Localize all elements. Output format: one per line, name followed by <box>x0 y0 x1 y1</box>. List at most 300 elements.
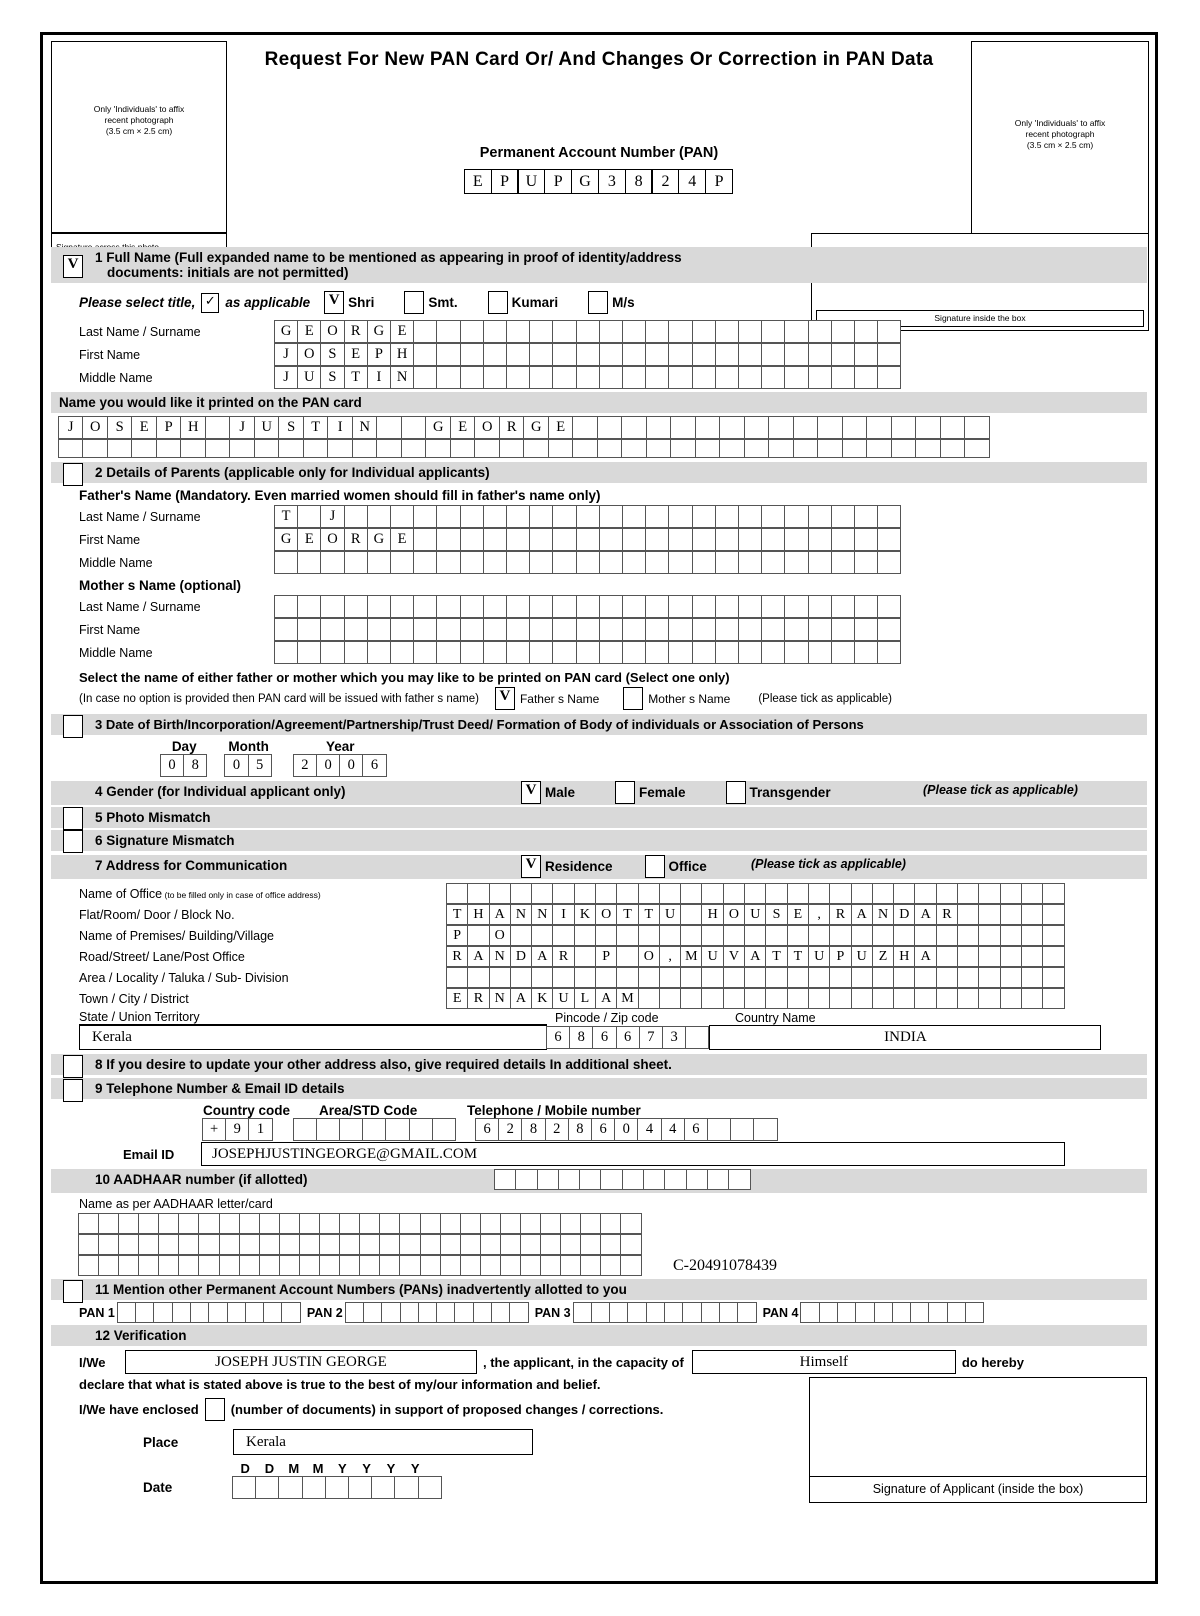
address-premises-cell[interactable] <box>914 925 936 946</box>
section6-checkbox[interactable] <box>63 830 83 853</box>
printed-name-cell[interactable]: P <box>156 416 182 439</box>
printed-name-cell[interactable] <box>842 416 868 439</box>
mother-last-name-cell[interactable] <box>854 595 878 618</box>
mother-middle-name-cell[interactable] <box>413 641 437 664</box>
aadhaar-name-cell[interactable] <box>600 1213 621 1234</box>
printed-name-2-cell[interactable] <box>621 439 647 458</box>
printed-name-cell[interactable] <box>891 416 917 439</box>
address-road-cell[interactable]: H <box>893 946 915 967</box>
printed-name-2-cell[interactable] <box>376 439 402 458</box>
aadhaar-name-cell[interactable] <box>540 1234 561 1255</box>
mother-first-name-cell[interactable] <box>390 618 414 641</box>
address-flat-cell[interactable] <box>1021 904 1043 925</box>
mother-last-name-cell[interactable] <box>344 595 368 618</box>
aadhaar-name-cell[interactable] <box>620 1213 641 1234</box>
first-name-cell[interactable] <box>668 343 692 366</box>
printed-name-cell[interactable] <box>621 416 647 439</box>
first-name-cell[interactable]: H <box>390 343 414 366</box>
other-pan-1-cell[interactable] <box>117 1302 136 1323</box>
mother-last-name-cell[interactable] <box>645 595 669 618</box>
address-premises-cells[interactable] <box>447 925 1065 946</box>
mother-last-name-cell[interactable] <box>784 595 808 618</box>
father-first-name-cell[interactable] <box>436 528 460 551</box>
printed-name-2-cell[interactable] <box>401 439 427 458</box>
father-first-name-cell[interactable]: R <box>344 528 368 551</box>
mother-middle-name-cell[interactable] <box>506 641 530 664</box>
aadhaar-name-cell[interactable] <box>600 1255 621 1276</box>
father-last-name-cell[interactable] <box>854 505 878 528</box>
std-code-cell[interactable] <box>362 1118 386 1141</box>
father-middle-name-cell[interactable] <box>552 551 576 574</box>
other-pan-1-cells[interactable] <box>118 1302 301 1323</box>
aadhaar-name-cell[interactable] <box>178 1234 199 1255</box>
address-office-cell[interactable] <box>914 883 936 904</box>
father-last-name-cell[interactable] <box>529 505 553 528</box>
mother-first-name-cell[interactable] <box>715 618 739 641</box>
address-road-cell[interactable]: R <box>446 946 468 967</box>
mother-middle-name-cell[interactable] <box>854 641 878 664</box>
first-name-cell[interactable]: J <box>274 343 298 366</box>
other-pan-3-cell[interactable] <box>719 1302 738 1323</box>
mother-middle-name-cell[interactable] <box>738 641 762 664</box>
address-premises-cell[interactable] <box>829 925 851 946</box>
father-first-name-cell[interactable] <box>576 528 600 551</box>
aadhaar-name-cell[interactable] <box>178 1255 199 1276</box>
mother-first-name-cell[interactable] <box>297 618 321 641</box>
father-middle-name-cell[interactable] <box>413 551 437 574</box>
middle-name-cell[interactable] <box>413 366 437 389</box>
address-road-cell[interactable]: A <box>744 946 766 967</box>
address-premises-cell[interactable] <box>467 925 489 946</box>
father-middle-name-cell[interactable] <box>506 551 530 574</box>
other-pan-1-cell[interactable] <box>172 1302 191 1323</box>
father-last-name-cell[interactable] <box>552 505 576 528</box>
father-last-name-cell[interactable] <box>738 505 762 528</box>
other-pan-2-cell[interactable] <box>363 1302 382 1323</box>
address-road-cell[interactable]: D <box>510 946 532 967</box>
address-office-cell[interactable] <box>808 883 830 904</box>
father-first-name-cell[interactable] <box>622 528 646 551</box>
middle-name-cell[interactable] <box>831 366 855 389</box>
mother-middle-name-cell[interactable] <box>297 641 321 664</box>
aadhaar-name-cell[interactable] <box>138 1234 159 1255</box>
address-town-cell[interactable]: L <box>574 988 596 1009</box>
mother-name-option-checkbox[interactable] <box>623 687 643 710</box>
address-area-cell[interactable] <box>787 967 809 988</box>
printed-name-cell[interactable]: J <box>58 416 84 439</box>
address-premises-cell[interactable] <box>957 925 979 946</box>
middle-name-cells[interactable] <box>275 366 901 389</box>
dob-year-cell[interactable]: 2 <box>293 754 317 777</box>
address-flat-cell[interactable]: U <box>659 904 681 925</box>
aadhaar-cell[interactable] <box>643 1169 665 1190</box>
address-road-cell[interactable]: V <box>723 946 745 967</box>
aadhaar-name-cell[interactable] <box>158 1213 179 1234</box>
mother-first-name-cell[interactable] <box>831 618 855 641</box>
father-middle-name-cell[interactable] <box>738 551 762 574</box>
last-name-cell[interactable] <box>552 320 576 343</box>
aadhaar-name-cell[interactable] <box>359 1234 380 1255</box>
std-code-cell[interactable] <box>385 1118 409 1141</box>
last-name-cell[interactable]: R <box>344 320 368 343</box>
address-flat-cell[interactable]: E <box>787 904 809 925</box>
std-code-cells[interactable] <box>294 1118 456 1141</box>
title-option-ms-checkbox[interactable] <box>588 291 608 314</box>
printed-name-cell[interactable]: J <box>229 416 255 439</box>
first-name-cell[interactable] <box>715 343 739 366</box>
mother-first-name-cell[interactable] <box>320 618 344 641</box>
address-office-cell[interactable] <box>574 883 596 904</box>
father-first-name-cell[interactable] <box>738 528 762 551</box>
aadhaar-name-cell[interactable] <box>379 1255 400 1276</box>
middle-name-cell[interactable] <box>552 366 576 389</box>
last-name-cell[interactable] <box>692 320 716 343</box>
title-option-kumari-checkbox[interactable] <box>488 291 508 314</box>
address-flat-cell[interactable]: R <box>936 904 958 925</box>
address-flat-cell[interactable]: D <box>893 904 915 925</box>
address-flat-cell[interactable]: A <box>914 904 936 925</box>
father-middle-name-cell[interactable] <box>715 551 739 574</box>
father-middle-name-cell[interactable] <box>367 551 391 574</box>
father-middle-name-cell[interactable] <box>877 551 901 574</box>
address-road-cell[interactable]: T <box>787 946 809 967</box>
section2-checkbox[interactable] <box>63 463 83 486</box>
father-first-name-cell[interactable] <box>715 528 739 551</box>
mother-last-name-cell[interactable] <box>599 595 623 618</box>
phone-cells[interactable] <box>476 1118 778 1141</box>
aadhaar-name-cell[interactable] <box>399 1255 420 1276</box>
mother-last-name-cell[interactable] <box>668 595 692 618</box>
other-pan-1-cell[interactable] <box>153 1302 172 1323</box>
other-pan-3-cell[interactable] <box>646 1302 665 1323</box>
mother-last-name-cell[interactable] <box>529 595 553 618</box>
aadhaar-name-cell[interactable] <box>359 1255 380 1276</box>
aadhaar-name-cell[interactable] <box>339 1213 360 1234</box>
country-code-cell[interactable]: 9 <box>225 1118 249 1141</box>
aadhaar-name-row-2[interactable] <box>79 1234 1147 1255</box>
address-road-cell[interactable] <box>978 946 1000 967</box>
mother-first-name-cells[interactable] <box>275 618 901 641</box>
printed-name-2-cell[interactable] <box>670 439 696 458</box>
aadhaar-name-cell[interactable] <box>118 1255 139 1276</box>
father-name-grid[interactable]: Last Name / Surname T J First Name G E O R G E Middle Name <box>51 505 1147 574</box>
aadhaar-name-cell[interactable] <box>500 1255 521 1276</box>
address-office-cell[interactable] <box>616 883 638 904</box>
mother-middle-name-cell[interactable] <box>367 641 391 664</box>
printed-name-cell[interactable] <box>597 416 623 439</box>
address-area-cell[interactable] <box>978 967 1000 988</box>
mother-first-name-cell[interactable] <box>274 618 298 641</box>
address-office-cell[interactable] <box>659 883 681 904</box>
std-code-cell[interactable] <box>339 1118 363 1141</box>
aadhaar-name-cell[interactable] <box>198 1234 219 1255</box>
other-pan-1-cell[interactable] <box>135 1302 154 1323</box>
middle-name-cell[interactable]: S <box>320 366 344 389</box>
other-pan-2-cell[interactable] <box>400 1302 419 1323</box>
aadhaar-name-cell[interactable] <box>460 1213 481 1234</box>
address-premises-cell[interactable] <box>701 925 723 946</box>
address-premises-cell[interactable] <box>936 925 958 946</box>
father-middle-name-cell[interactable] <box>645 551 669 574</box>
std-code-cell[interactable] <box>316 1118 340 1141</box>
pan-char-cell[interactable]: 3 <box>598 169 626 194</box>
aadhaar-name-cell[interactable] <box>580 1255 601 1276</box>
aadhaar-name-cell[interactable] <box>440 1255 461 1276</box>
father-first-name-cell[interactable] <box>413 528 437 551</box>
address-road-cell[interactable]: U <box>851 946 873 967</box>
address-premises-cell[interactable] <box>808 925 830 946</box>
mother-first-name-cell[interactable] <box>344 618 368 641</box>
state-value[interactable]: Kerala <box>79 1025 547 1050</box>
mother-first-name-cell[interactable] <box>738 618 762 641</box>
mother-middle-name-cell[interactable] <box>715 641 739 664</box>
aadhaar-name-cell[interactable] <box>420 1234 441 1255</box>
last-name-cell[interactable] <box>738 320 762 343</box>
country-code-cell[interactable]: + <box>202 1118 226 1141</box>
mother-first-name-cell[interactable] <box>576 618 600 641</box>
phone-cell[interactable] <box>730 1118 754 1141</box>
aadhaar-name-cell[interactable] <box>259 1234 280 1255</box>
email-value[interactable]: JOSEPHJUSTINGEORGE@GMAIL.COM <box>201 1142 1065 1166</box>
printed-name-2-cell[interactable] <box>695 439 721 458</box>
printed-name-row-2[interactable] <box>59 439 1147 458</box>
father-last-name-cell[interactable] <box>436 505 460 528</box>
mother-first-name-cell[interactable] <box>599 618 623 641</box>
printed-name-2-cell[interactable] <box>107 439 133 458</box>
father-first-name-cell[interactable] <box>645 528 669 551</box>
mother-first-name-cell[interactable] <box>483 618 507 641</box>
last-name-cell[interactable] <box>808 320 832 343</box>
printed-name-cell[interactable] <box>695 416 721 439</box>
gender-male-checkbox[interactable] <box>521 781 541 804</box>
middle-name-cell[interactable]: U <box>297 366 321 389</box>
father-last-name-cell[interactable] <box>483 505 507 528</box>
aadhaar-name-cell[interactable] <box>600 1234 621 1255</box>
phone-cell[interactable]: 0 <box>614 1118 638 1141</box>
father-last-name-cell[interactable] <box>808 505 832 528</box>
printed-name-2-cell[interactable] <box>523 439 549 458</box>
father-last-name-cell[interactable] <box>599 505 623 528</box>
pan-char-cell[interactable]: 8 <box>625 169 653 194</box>
address-town-cell[interactable] <box>723 988 745 1009</box>
address-town-cells[interactable] <box>447 988 1065 1009</box>
aadhaar-name-cell[interactable] <box>379 1213 400 1234</box>
other-pan-3-cell[interactable] <box>609 1302 628 1323</box>
address-road-cell[interactable]: P <box>829 946 851 967</box>
aadhaar-name-cell[interactable] <box>580 1234 601 1255</box>
father-first-name-cell[interactable] <box>506 528 530 551</box>
aadhaar-name-cell[interactable] <box>319 1234 340 1255</box>
std-code-cell[interactable] <box>293 1118 317 1141</box>
middle-name-cell[interactable] <box>692 366 716 389</box>
other-pan-3-cell[interactable] <box>701 1302 720 1323</box>
mother-middle-name-cell[interactable] <box>460 641 484 664</box>
address-road-cell[interactable] <box>574 946 596 967</box>
address-road-cell[interactable]: T <box>765 946 787 967</box>
gender-female-checkbox[interactable] <box>615 781 635 804</box>
middle-name-cell[interactable]: T <box>344 366 368 389</box>
address-area-cell[interactable] <box>659 967 681 988</box>
middle-name-cell[interactable] <box>622 366 646 389</box>
address-office-cell[interactable] <box>638 883 660 904</box>
address-premises-cell[interactable] <box>574 925 596 946</box>
pan-char-cell[interactable]: E <box>464 169 492 194</box>
other-pan-3-cell[interactable] <box>664 1302 683 1323</box>
father-last-name-cell[interactable] <box>668 505 692 528</box>
address-premises-cell[interactable] <box>680 925 702 946</box>
mother-first-name-cell[interactable] <box>854 618 878 641</box>
first-name-cell[interactable]: O <box>297 343 321 366</box>
aadhaar-name-cell[interactable] <box>379 1234 400 1255</box>
printed-name-cell[interactable]: T <box>303 416 329 439</box>
father-name-option-checkbox[interactable] <box>495 687 515 710</box>
gender-transgender-checkbox[interactable] <box>726 781 746 804</box>
address-town-cell[interactable]: K <box>531 988 553 1009</box>
aadhaar-name-cell[interactable] <box>319 1255 340 1276</box>
address-area-cell[interactable] <box>616 967 638 988</box>
address-office-cell[interactable] <box>829 883 851 904</box>
last-name-cell[interactable] <box>576 320 600 343</box>
last-name-cell[interactable]: O <box>320 320 344 343</box>
address-premises-cell[interactable]: P <box>446 925 468 946</box>
first-name-cell[interactable] <box>738 343 762 366</box>
aadhaar-name-cell[interactable] <box>399 1234 420 1255</box>
father-middle-name-cells[interactable] <box>275 551 901 574</box>
father-middle-name-cell[interactable] <box>390 551 414 574</box>
aadhaar-name-cell[interactable] <box>500 1213 521 1234</box>
address-office-cell[interactable] <box>467 883 489 904</box>
father-last-name-cell[interactable]: J <box>320 505 344 528</box>
other-pan-3-cell[interactable] <box>737 1302 756 1323</box>
address-area-cell[interactable] <box>957 967 979 988</box>
last-name-cell[interactable] <box>761 320 785 343</box>
aadhaar-name-cell[interactable] <box>259 1213 280 1234</box>
printed-name-cell[interactable] <box>793 416 819 439</box>
address-town-cell[interactable]: R <box>467 988 489 1009</box>
last-name-cell[interactable] <box>877 320 901 343</box>
father-middle-name-cell[interactable] <box>622 551 646 574</box>
middle-name-cell[interactable] <box>668 366 692 389</box>
address-premises-cell[interactable] <box>851 925 873 946</box>
mother-last-name-cell[interactable] <box>576 595 600 618</box>
pan-char-cell[interactable]: P <box>705 169 733 194</box>
mother-middle-name-cell[interactable] <box>390 641 414 664</box>
section5-checkbox[interactable] <box>63 807 83 830</box>
other-pan-1-cell[interactable] <box>227 1302 246 1323</box>
father-middle-name-cell[interactable] <box>854 551 878 574</box>
father-last-name-cells[interactable] <box>275 505 901 528</box>
printed-name-2-cell[interactable] <box>940 439 966 458</box>
mother-last-name-cell[interactable] <box>297 595 321 618</box>
address-town-cell[interactable] <box>638 988 660 1009</box>
address-premises-cell[interactable] <box>616 925 638 946</box>
mother-last-name-cell[interactable] <box>622 595 646 618</box>
aadhaar-name-cell[interactable] <box>299 1234 320 1255</box>
address-road-cell[interactable]: P <box>595 946 617 967</box>
printed-name-cell[interactable]: G <box>523 416 549 439</box>
printed-name-2-cell[interactable] <box>131 439 157 458</box>
aadhaar-name-cell[interactable] <box>359 1213 380 1234</box>
address-flat-cell[interactable]: H <box>701 904 723 925</box>
address-area-cell[interactable] <box>872 967 894 988</box>
other-pan-1-cell[interactable] <box>190 1302 209 1323</box>
first-name-cell[interactable] <box>436 343 460 366</box>
printed-name-2-cell[interactable] <box>82 439 108 458</box>
mother-middle-name-cells[interactable] <box>275 641 901 664</box>
other-pan-3-cell[interactable] <box>573 1302 592 1323</box>
phone-cell[interactable]: 2 <box>545 1118 569 1141</box>
printed-name-cell[interactable] <box>817 416 843 439</box>
address-town-cell[interactable]: N <box>489 988 511 1009</box>
dob-year-cell[interactable]: 6 <box>362 754 386 777</box>
other-pan-1-cell[interactable] <box>245 1302 264 1323</box>
phone-cell[interactable]: 2 <box>498 1118 522 1141</box>
mother-first-name-cell[interactable] <box>761 618 785 641</box>
last-name-cell[interactable]: E <box>297 320 321 343</box>
date-cell[interactable] <box>371 1476 395 1499</box>
mother-first-name-cell[interactable] <box>552 618 576 641</box>
middle-name-cell[interactable] <box>738 366 762 389</box>
mother-middle-name-cell[interactable] <box>645 641 669 664</box>
address-area-cell[interactable] <box>489 967 511 988</box>
other-pan-4-cell[interactable] <box>965 1302 984 1323</box>
address-office-cell[interactable] <box>1000 883 1022 904</box>
mother-first-name-cell[interactable] <box>877 618 901 641</box>
aadhaar-cell[interactable] <box>707 1169 729 1190</box>
middle-name-cell[interactable] <box>506 366 530 389</box>
photo-box-right[interactable] <box>971 41 1149 235</box>
section11-checkbox[interactable] <box>63 1280 83 1303</box>
aadhaar-name-cell[interactable] <box>279 1234 300 1255</box>
printed-name-2-cell[interactable] <box>303 439 329 458</box>
first-name-cell[interactable] <box>877 343 901 366</box>
address-town-cell[interactable]: E <box>446 988 468 1009</box>
middle-name-cell[interactable]: I <box>367 366 391 389</box>
printed-name-2-cell[interactable] <box>229 439 255 458</box>
last-name-cell[interactable] <box>460 320 484 343</box>
other-pan-1-cell[interactable] <box>263 1302 282 1323</box>
aadhaar-name-cell[interactable] <box>560 1255 581 1276</box>
mother-last-name-cell[interactable] <box>506 595 530 618</box>
aadhaar-cell[interactable] <box>579 1169 601 1190</box>
aadhaar-name-cell[interactable] <box>279 1255 300 1276</box>
printed-name-cell[interactable]: U <box>254 416 280 439</box>
aadhaar-name-cell[interactable] <box>339 1255 360 1276</box>
address-road-cell[interactable]: N <box>489 946 511 967</box>
printed-name-cell[interactable] <box>964 416 990 439</box>
address-area-cell[interactable] <box>723 967 745 988</box>
aadhaar-name-cell[interactable] <box>78 1255 99 1276</box>
address-road-cell[interactable]: A <box>467 946 489 967</box>
pan-char-cell[interactable]: U <box>517 169 545 194</box>
father-first-name-cell[interactable] <box>761 528 785 551</box>
aadhaar-name-cell[interactable] <box>158 1255 179 1276</box>
aadhaar-name-cell[interactable] <box>138 1213 159 1234</box>
aadhaar-name-cell[interactable] <box>540 1255 561 1276</box>
mother-first-name-cell[interactable] <box>460 618 484 641</box>
address-office-cell[interactable] <box>765 883 787 904</box>
mother-middle-name-cell[interactable] <box>436 641 460 664</box>
aadhaar-name-grid[interactable] <box>79 1213 1147 1276</box>
mother-middle-name-cell[interactable] <box>877 641 901 664</box>
aadhaar-name-cell[interactable] <box>520 1213 541 1234</box>
mother-last-name-cell[interactable] <box>390 595 414 618</box>
mother-middle-name-cell[interactable] <box>808 641 832 664</box>
last-name-cell[interactable] <box>506 320 530 343</box>
other-pan-4-cell[interactable] <box>910 1302 929 1323</box>
country-value[interactable]: INDIA <box>709 1025 1101 1050</box>
mother-last-name-cell[interactable] <box>808 595 832 618</box>
